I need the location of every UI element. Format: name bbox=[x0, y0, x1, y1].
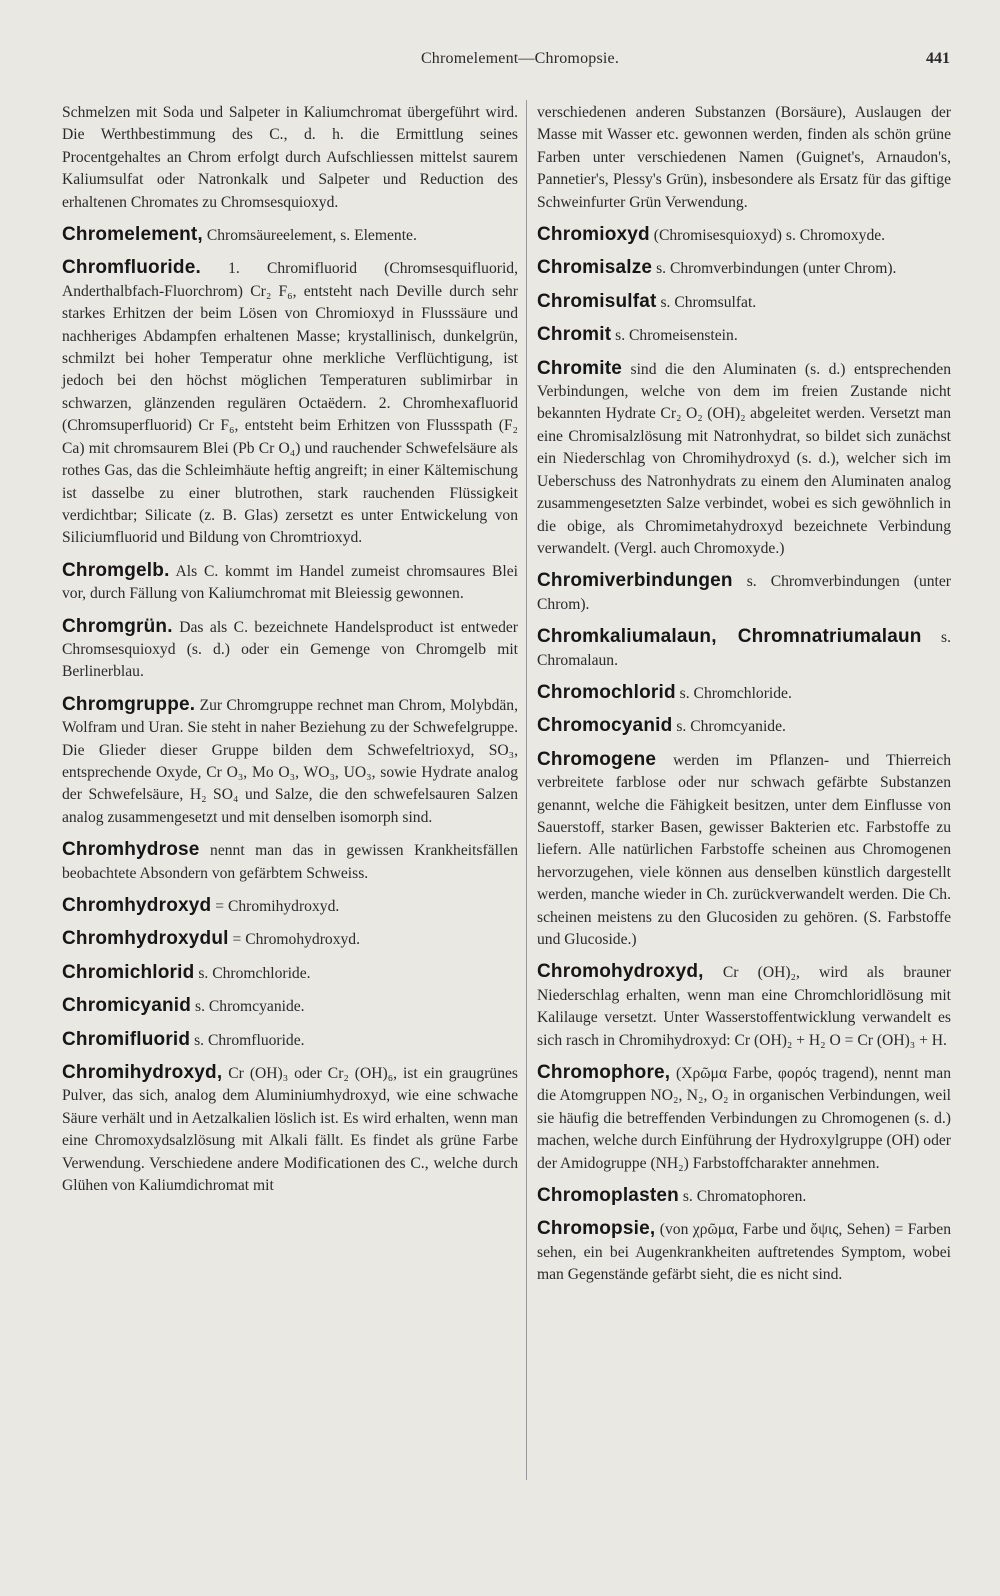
entry-text: = Chromohydroxyd. bbox=[232, 931, 361, 949]
entry-text: s. Chromfluoride. bbox=[194, 1031, 305, 1049]
left-column bbox=[62, 102, 518, 1204]
entry-text: Das als C. bezeichnete Handelsproduct ist entweder Chromsesquioxyd (s. d.) oder ein Gemenge von Chromgelb mit Berlinerblau. bbox=[62, 618, 518, 681]
entry-headword: Chromgelb. bbox=[62, 559, 170, 581]
entry-headword: Chromfluoride. bbox=[62, 257, 201, 279]
entry-chromochlorid bbox=[537, 682, 951, 705]
entry-headword: Chromisulfat bbox=[537, 290, 657, 312]
entry-text: (Χρῶμα Farbe, φορός tragend), nennt man die Atomgruppen NO₂, N₂, O₂ in organischen Verbindungen, weil sie häufig die betreffenden Verbindungen zu Chromogenen (s. d.) machen, welche durch Einführung der Hydroxylgruppe (OH) oder der Amidogruppe (NH₂) Farbstoffcharakter annehmen. bbox=[537, 1065, 951, 1172]
entry-headword: Chromite bbox=[537, 357, 622, 379]
entry-headword: Chromhydroxydul bbox=[62, 928, 229, 950]
entry-headword: Chromioxyd bbox=[537, 224, 650, 246]
entry-text: Als C. kommt im Handel zumeist chromsaures Blei vor, durch Fällung von Kaliumchromat mit Bleiessig gewonnen. bbox=[62, 562, 518, 603]
entry-text: werden im Pflanzen- und Thierreich verbreitete farblose oder nur schwach gefärbte Substanzen genannt, welche die Fähigkeit besitzen, unter dem Einflusse von Sauerstoff, starker Basen, gewisser Bakterien etc. Farbstoffe zu liefern. Alle natürlichen Farbstoffe scheinen aus Chromogenen hervorzugehen, viele können aus denselben künstlich dargestellt werden, manche wieder in Ch. zurückverwandelt werden. Die Ch. scheinen meistens zu den Glucosiden zu gehören. (S. Farbstoffe und Glucoside.) bbox=[537, 751, 951, 948]
entry-headword: Chromogene bbox=[537, 748, 657, 770]
entry-chromgelb bbox=[62, 560, 518, 606]
entry-text: verschiedenen anderen Substanzen (Borsäure), Auslaugen der Masse mit Wasser etc. gewonnen werden, finden als schön grüne Farben unter verschiedenen Namen (Guignet's, Arnaudon's, Pannetier's, Plessy's Grün), insbesondere als Ersatz für das giftige Schweinfurter Grün Verwendung. bbox=[537, 104, 951, 211]
entry-text: s. Chromalaun. bbox=[537, 629, 951, 669]
entry-chromogene bbox=[537, 749, 951, 952]
entry-text: = Chromihydroxyd. bbox=[215, 898, 340, 915]
running-head: Chromelement—Chromopsie. bbox=[420, 50, 620, 67]
entry-chromgruen bbox=[62, 616, 518, 684]
entry-chromisulfat bbox=[537, 291, 951, 314]
entry-chromisalze bbox=[537, 257, 951, 280]
entry-headword: Chromohydroxyd, bbox=[537, 961, 704, 983]
entry-chromifluorid bbox=[62, 1029, 518, 1052]
entry-chromiverbindungen bbox=[537, 570, 951, 616]
entry-headword: Chromhydroxyd bbox=[62, 895, 212, 916]
entry-text: sind die den Aluminaten (s. d.) entsprechenden Verbindungen, welche von dem im freien Zustande nicht bekannten Hydrate Cr₂ O₂ (OH)₂ abgeleitet werden. Versetzt man eine Chromisalzlösung mit Natronhydrat, so bildet sich zunächst ein Niederschlag von Chromihydroxyd (s. d.), welcher sich im Ueberschuss des Natronhydrats zu einem den Aluminaten analog zusammengesetzten Salze verbindet, wobei es sich gewöhnlich in die obige, als Chromimetahydroxyd bezeichnete Verbindung verwandelt. (Vergl. auch Chromoxyde.) bbox=[537, 360, 951, 557]
entry-chromelement bbox=[62, 224, 518, 247]
entry-text: Cr (OH)₂, wird als brauner Niederschlag erhalten, wenn man eine Chromchloridlösung mit Kalilauge versetzt. Unter Wasserstoffentwicklung verwandelt es sich rasch in Chromihydroxyd: Cr (OH)₂ + H₂ O = Cr (OH)₃ + H. bbox=[537, 964, 951, 1049]
entry-headword: Chromicyanid bbox=[62, 995, 192, 1017]
entry-headword: Chromiverbindungen bbox=[537, 570, 733, 592]
entry-text: s. Chromchloride. bbox=[198, 964, 311, 982]
entry-chromhydroxyd bbox=[62, 895, 518, 918]
entry-headword: Chromoplasten bbox=[537, 1185, 679, 1207]
entry-chromopsie bbox=[537, 1218, 951, 1286]
entry-chromit bbox=[537, 324, 951, 347]
entry-text: s. Chromeisenstein. bbox=[615, 327, 738, 345]
entry-chromhydrose bbox=[62, 839, 518, 885]
entry-headword: Chromihydroxyd, bbox=[62, 1062, 223, 1084]
entry-chromohydroxyd bbox=[537, 961, 951, 1052]
entry-chromichlorid bbox=[62, 962, 518, 985]
entry-headword: Chromelement, bbox=[62, 224, 203, 246]
entry-text: Cr (OH)₃ oder Cr₂ (OH)₆, ist ein graugrünes Pulver, das sich, analog dem Aluminiumhydroxyd, wie eine schwache Säure verhält und in Aetzalkalien löslich ist. Es wird erhalten, wenn man eine Chromoxydsalzlösung mit Alkali fällt. Es findet als grüne Farbe Verwendung. Verschiedene andere Modificationen des C., welche durch Glühen von Kaliumdichromat mit bbox=[62, 1065, 518, 1195]
entry-continuation bbox=[62, 102, 518, 214]
entry-chromfluoride bbox=[62, 257, 518, 549]
entry-text: s. Chromsulfat. bbox=[660, 293, 757, 311]
entry-text: Chromsäureelement, s. Elemente. bbox=[206, 227, 417, 245]
entry-text: 1. Chromifluorid (Chromsesquifluorid, Anderthalbfach-Fluorchrom) Cr₂ F₆, entsteht nach Deville durch sehr starkes Erhitzen der beim Lösen von Chromioxyd in Flusssäure und nachheriges Abdampfen erhaltenen Masse; krystallinisch, dunkelgrün, schmilzt bei hoher Temperatur ohne merkliche Verflüchtigung, ist jedoch bei den höchst möglichen Temperaturen sublimirbar in schwarzen, glänzenden regulären Octaëdern. 2. Chromhexafluorid (Chromsuperfluorid) Cr F₆, entsteht beim Erhitzen von Flussspath (F₂ Ca) mit chromsaurem Blei (Pb Cr O₄) und rauchender Schwefelsäure als rothes Gas, das die Schleimhäute heftig angreift; in einer Kältemischung ist dasselbe zu einer blutrothen, stark rauchenden Flüssigkeit verdichtbar; Silicate (z. B. Glas) zersetzt es unter Entwickelung von Siliciumfluorid und Bildung von Chromtrioxyd. bbox=[62, 260, 518, 547]
entry-headword: Chromocyanid bbox=[537, 715, 673, 737]
entry-headword: Chromifluorid bbox=[62, 1028, 191, 1050]
page-header bbox=[90, 50, 950, 74]
entry-headword: Chromit bbox=[537, 324, 612, 346]
entry-continuation bbox=[537, 102, 951, 214]
right-column bbox=[537, 102, 951, 1294]
page-number: 441 bbox=[926, 50, 950, 67]
column-divider bbox=[526, 100, 527, 1480]
entry-text: s. Chromcyanide. bbox=[676, 718, 786, 736]
entry-headword: Chromophore, bbox=[537, 1062, 671, 1084]
entry-chromioxyd bbox=[537, 224, 951, 247]
entry-chromicyanid bbox=[62, 995, 518, 1018]
entry-text: s. Chromverbindungen (unter Chrom). bbox=[537, 573, 951, 613]
entry-chromkaliumalaun bbox=[537, 626, 951, 672]
entry-text: Zur Chromgruppe rechnet man Chrom, Molybdän, Wolfram und Uran. Sie steht in naher Beziehung zu der Schwefelgruppe. Die Glieder dieser Gruppe bilden dem Schwefeltrioxyd, SO₃, entsprechende Oxyde, Cr O₃, Mo O₃, WO₃, UO₃, sowie Hydrate analog der Schwefelsäure, H₂ SO₄ und Salze, die den schwefelsauren Salzen analog zusammengesetzt und mit denselben isomorph sind. bbox=[62, 696, 518, 826]
entry-headword: Chromkaliumalaun, Chromnatriumalaun bbox=[537, 626, 922, 648]
entry-chromite bbox=[537, 358, 951, 561]
entry-text: s. Chromatophoren. bbox=[682, 1188, 807, 1206]
entry-chromophore bbox=[537, 1062, 951, 1175]
entry-headword: Chromgrün. bbox=[62, 615, 173, 637]
entry-text: s. Chromverbindungen (unter Chrom). bbox=[656, 260, 897, 278]
entry-chromgruppe bbox=[62, 694, 518, 829]
entry-text: Schmelzen mit Soda und Salpeter in Kaliumchromat übergeführt wird. Die Werthbestimmung des C., d. h. die Ermittlung seines Procentgehaltes an Chrom erfolgt durch Aufschliessen mittelst saurem Kaliumsulfat oder Natronkalk und Salpeter und Reduction des erhaltenen Chromates zu Chromsesquioxyd. bbox=[62, 104, 518, 211]
entry-headword: Chromgruppe. bbox=[62, 693, 196, 715]
entry-chromoplasten bbox=[537, 1185, 951, 1208]
entry-headword: Chromochlorid bbox=[537, 681, 676, 703]
entry-text: s. Chromcyanide. bbox=[195, 998, 305, 1016]
entry-text: (von χρῶμα, Farbe und ὄψις, Sehen) = Farben sehen, ein bei Augenkrankheiten auftretendes Symptom, wobei man Gegenstände gefärbt sieht, die es nicht sind. bbox=[537, 1221, 951, 1284]
entry-headword: Chromhydrose bbox=[62, 839, 200, 861]
entry-text: s. Chromchloride. bbox=[679, 684, 792, 702]
entry-headword: Chromisalze bbox=[537, 257, 653, 279]
entry-headword: Chromopsie, bbox=[537, 1218, 656, 1240]
entry-headword: Chromichlorid bbox=[62, 961, 195, 983]
entry-chromocyanid bbox=[537, 715, 951, 738]
entry-chromhydroxydul bbox=[62, 928, 518, 951]
entry-text: (Chromisesquioxyd) s. Chromoxyde. bbox=[653, 227, 886, 245]
entry-chromihydroxyd bbox=[62, 1062, 518, 1197]
entry-text: nennt man das in gewissen Krankheitsfällen beobachtete Absondern von gefärbtem Schweiss. bbox=[62, 842, 518, 882]
